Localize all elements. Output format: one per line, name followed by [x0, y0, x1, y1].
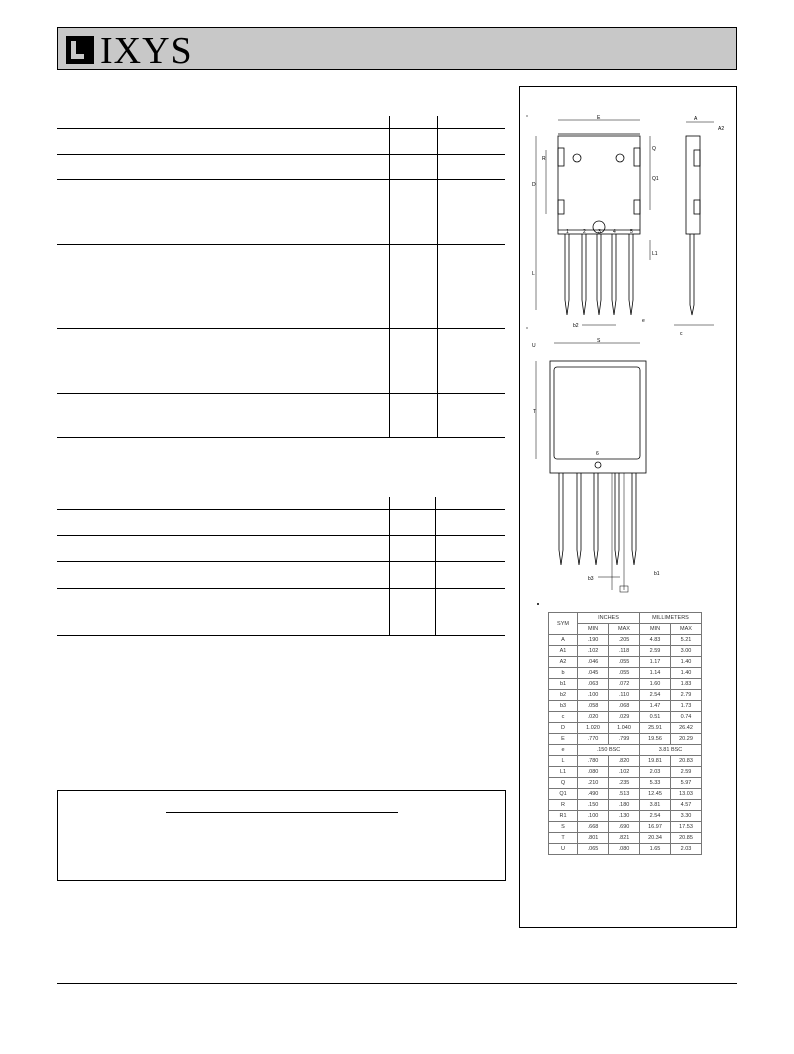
- table-cell-in-max: .072: [609, 679, 640, 690]
- table-cell-mm-max: 13.03: [671, 789, 702, 800]
- group-mm: MILLIMETERS: [640, 613, 702, 624]
- table-cell-mm-min: 2.03: [640, 767, 671, 778]
- package-back-view-drawing: [524, 325, 734, 595]
- table-cell-mm-min: 2.59: [640, 646, 671, 657]
- table-cell-in-min: .780: [578, 756, 609, 767]
- table-cell-in-min: .150 BSC: [578, 745, 640, 756]
- table-cell-mm-min: 4.83: [640, 635, 671, 646]
- table-cell-in-max: .205: [609, 635, 640, 646]
- table-cell-sym: A1: [549, 646, 578, 657]
- table-cell-mm-max: 1.83: [671, 679, 702, 690]
- dim-label-d: D: [532, 182, 536, 188]
- dim-label-b1: b1: [654, 571, 660, 577]
- table-cell-mm-max: 20.29: [671, 734, 702, 745]
- footer-rule: [57, 983, 737, 984]
- table-rule: [57, 561, 505, 562]
- table-cell-in-max: .055: [609, 668, 640, 679]
- pin-label: 6: [596, 451, 599, 457]
- ixys-logo-icon: [66, 36, 94, 64]
- table-cell-mm-min: 0.51: [640, 712, 671, 723]
- table-cell-in-min: 1.020: [578, 723, 609, 734]
- table-cell-in-max: .102: [609, 767, 640, 778]
- table-cell-mm-min: 1.17: [640, 657, 671, 668]
- table-column-rule: [435, 497, 436, 635]
- table-cell-mm-max: 17.53: [671, 822, 702, 833]
- table-row: [549, 756, 702, 767]
- table-row: [549, 723, 702, 734]
- table-cell-mm-min: 3.81: [640, 800, 671, 811]
- table-cell-in-min: .045: [578, 668, 609, 679]
- table-cell-in-max: .068: [609, 701, 640, 712]
- dimension-table-body: [549, 635, 702, 855]
- table-cell-mm-min: 2.54: [640, 811, 671, 822]
- table-cell-sym: c: [549, 712, 578, 723]
- pin-label: 5: [630, 229, 633, 235]
- table-cell-sym: A: [549, 635, 578, 646]
- package-front-view-drawing: [524, 110, 734, 340]
- table-column-rule: [389, 497, 390, 635]
- table-cell-mm-min: 20.34: [640, 833, 671, 844]
- table-cell-in-max: 1.040: [609, 723, 640, 734]
- table-cell-mm-max: 3.30: [671, 811, 702, 822]
- table-cell-mm-max: 20.85: [671, 833, 702, 844]
- table-row: [549, 668, 702, 679]
- col-sym: SYM: [549, 613, 578, 635]
- table-column-rule: [389, 116, 390, 437]
- dim-label-a: A: [694, 116, 698, 122]
- table-cell-in-max: .118: [609, 646, 640, 657]
- table-cell-in-min: .770: [578, 734, 609, 745]
- table-cell-in-min: .190: [578, 635, 609, 646]
- table-rule: [57, 588, 505, 589]
- table-cell-in-max: .690: [609, 822, 640, 833]
- table-cell-mm-min: 12.45: [640, 789, 671, 800]
- table-cell-in-min: .490: [578, 789, 609, 800]
- table-cell-in-max: .110: [609, 690, 640, 701]
- col-in-min: MIN: [578, 624, 609, 635]
- table-row: [549, 690, 702, 701]
- table-cell-in-max: .080: [609, 844, 640, 855]
- note-box: [57, 790, 506, 881]
- dim-label-a2: A2: [718, 126, 725, 132]
- table-row: [549, 844, 702, 855]
- table-cell-sym: A2: [549, 657, 578, 668]
- table-cell-mm-min: 1.47: [640, 701, 671, 712]
- table-cell-mm-min: 25.91: [640, 723, 671, 734]
- table-cell-in-min: .801: [578, 833, 609, 844]
- table-cell-in-max: .799: [609, 734, 640, 745]
- table-column-rule: [437, 116, 438, 437]
- dim-label-l: L: [532, 271, 535, 277]
- col-mm-max: MAX: [671, 624, 702, 635]
- table-cell-sym: b: [549, 668, 578, 679]
- table-rule: [57, 437, 505, 438]
- table-cell-mm-min: 16.97: [640, 822, 671, 833]
- dim-label-c: c: [680, 331, 683, 337]
- table-cell-sym: b2: [549, 690, 578, 701]
- table-cell-sym: D: [549, 723, 578, 734]
- pin-label: 3: [598, 229, 601, 235]
- col-mm-min: MIN: [640, 624, 671, 635]
- table-row: [549, 767, 702, 778]
- table-cell-mm-max: 1.40: [671, 668, 702, 679]
- table-cell-in-min: .100: [578, 690, 609, 701]
- table-cell-mm-max: 2.59: [671, 767, 702, 778]
- table-cell-mm-max: 26.42: [671, 723, 702, 734]
- note-title-underline: [166, 812, 398, 813]
- table-cell-mm-min: 1.14: [640, 668, 671, 679]
- table-cell-in-min: .668: [578, 822, 609, 833]
- table-cell-in-min: .150: [578, 800, 609, 811]
- table-cell-mm-max: 5.97: [671, 778, 702, 789]
- table-cell-mm-max: 5.21: [671, 635, 702, 646]
- table-cell-mm-max: 2.03: [671, 844, 702, 855]
- table-cell-sym: R: [549, 800, 578, 811]
- header-bar: [57, 27, 737, 70]
- dim-label-q1: Q1: [652, 176, 659, 182]
- table-row: [549, 734, 702, 745]
- col-in-max: MAX: [609, 624, 640, 635]
- table-cell-mm-min: 2.54: [640, 690, 671, 701]
- table-cell-in-max: .513: [609, 789, 640, 800]
- dim-label-e-pitch: e: [642, 318, 645, 324]
- table-cell-in-max: .180: [609, 800, 640, 811]
- table-cell-sym: b1: [549, 679, 578, 690]
- table-cell-sym: U: [549, 844, 578, 855]
- table-cell-sym: R1: [549, 811, 578, 822]
- table-row: [549, 833, 702, 844]
- table-rule: [57, 509, 505, 510]
- table-marker: [537, 603, 539, 605]
- dim-label-t: T: [533, 409, 537, 415]
- dim-label-u: U: [532, 343, 536, 349]
- dim-label-q: Q: [652, 146, 656, 152]
- table-row: [549, 745, 702, 756]
- table-cell-mm-max: 0.74: [671, 712, 702, 723]
- dim-label-s: S: [597, 338, 601, 344]
- table-cell-mm-max: 2.79: [671, 690, 702, 701]
- dim-label-e: E: [597, 115, 601, 121]
- table-cell-in-max: .235: [609, 778, 640, 789]
- table-row: [549, 800, 702, 811]
- table-cell-mm-max: 3.00: [671, 646, 702, 657]
- dim-label-r: R: [542, 156, 546, 162]
- table-row: [549, 822, 702, 833]
- table-cell-in-min: .063: [578, 679, 609, 690]
- table-cell-sym: E: [549, 734, 578, 745]
- table-cell-in-min: .065: [578, 844, 609, 855]
- pin-label: 4: [613, 229, 616, 235]
- dimension-table: [548, 612, 702, 855]
- logo-text: IXYS: [100, 30, 193, 72]
- table-cell-sym: L: [549, 756, 578, 767]
- table-row: [549, 646, 702, 657]
- group-inches: INCHES: [578, 613, 640, 624]
- table-cell-sym: Q1: [549, 789, 578, 800]
- table-cell-mm-min: 19.81: [640, 756, 671, 767]
- table-cell-in-min: .020: [578, 712, 609, 723]
- dim-label-b3: b3: [588, 576, 594, 582]
- table-cell-in-min: .046: [578, 657, 609, 668]
- dim-label-b2: b2: [573, 323, 579, 329]
- table-cell-in-max: .029: [609, 712, 640, 723]
- table-row: [549, 657, 702, 668]
- table-cell-mm-min: 5.33: [640, 778, 671, 789]
- table-cell-in-max: .821: [609, 833, 640, 844]
- dim-label-l1: L1: [652, 251, 658, 257]
- table-cell-mm-min: 1.60: [640, 679, 671, 690]
- table-cell-sym: e: [549, 745, 578, 756]
- table-cell-in-min: .100: [578, 811, 609, 822]
- table-cell-mm-max: 20.83: [671, 756, 702, 767]
- table-cell-mm-min: 19.56: [640, 734, 671, 745]
- pin-label: 2: [583, 229, 586, 235]
- table-cell-in-max: .055: [609, 657, 640, 668]
- table-rule: [57, 535, 505, 536]
- table-rule: [57, 635, 505, 636]
- table-cell-in-min: .102: [578, 646, 609, 657]
- table-cell-mm-max: 4.57: [671, 800, 702, 811]
- table-cell-mm-min: 3.81 BSC: [640, 745, 702, 756]
- table-cell-sym: T: [549, 833, 578, 844]
- table-cell-in-min: .058: [578, 701, 609, 712]
- table-cell-in-max: .820: [609, 756, 640, 767]
- table-row: [549, 712, 702, 723]
- table-cell-sym: S: [549, 822, 578, 833]
- table-cell-mm-max: 1.40: [671, 657, 702, 668]
- table-cell-mm-max: 1.73: [671, 701, 702, 712]
- table-cell-sym: b3: [549, 701, 578, 712]
- table-row: [549, 789, 702, 800]
- table-cell-in-max: .130: [609, 811, 640, 822]
- table-cell-sym: Q: [549, 778, 578, 789]
- table-row: [549, 701, 702, 712]
- pin-label: 1: [566, 229, 569, 235]
- table-row: [549, 778, 702, 789]
- table-cell-sym: L1: [549, 767, 578, 778]
- table-row: [549, 811, 702, 822]
- table-cell-in-min: .210: [578, 778, 609, 789]
- table-row: [549, 679, 702, 690]
- table-cell-mm-min: 1.65: [640, 844, 671, 855]
- table-cell-in-min: .080: [578, 767, 609, 778]
- table-row: [549, 635, 702, 646]
